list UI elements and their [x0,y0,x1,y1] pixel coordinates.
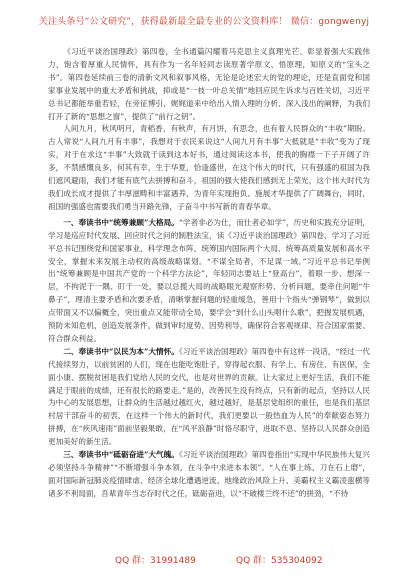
paragraph-autumn: 人间九月，秋风明月，青稻香，有秋声，有月饼，有思念，也有着人民群众的“丰收”期盼。古人常说“人间九月有丰事”，我想对于农民来说这“人间九月有丰事”大抵就是“丰收”变为了现实，对于在求这“丰事”大致就于读到这本好书，通过阅读这本书，使我的胸襟一下子开阔了许多，不禁感慨良多，何其有幸，生于华夏，恰逢盛世，在这个伟大的时代，只有强盛的祖国为我们遮风避雨，我们才能有底气去拼搏和奋斗，祖国的强大使我们感到无上荣光，这个伟大时代为我们成长成才提供了丰厚滋畴和丰富遇养，为青年实现抱负、施展才华提供了广阔舞台，同时，祖国的强盛也需要我们勇当开路先锋，子奋斗中书写新的青春华章。 [48,124,370,211]
section-2 [48,346,370,449]
footer-qq-group-1: QQ 群：31991489 [115,556,196,566]
section-1-text: “学者非必为仕，而仕者必如学”，历史和实践充分证明，学习是巡应时代发展、回应时代之问的制胜法宝，读《习近平谈治国理政》第四卷，学习了习近平总书记围绕党和国家事业、科学理念布阵，统筹国内国际两个大局、统筹高质量发展和高水平安全，掌握未来发展主动权的高级战略谋划。“不谋全局者，不足谋一域。”习近平总书记举例出“统筹兼顾是中国共产党的一个科学方法论”，年轻同志要站上“登高台”，着眼一步、想深一层，不拘泥于一隅、盯于一处，要以总揽大局的战略眼光观察形势、分析问题，要牵住问题“牛鼻子”，理清主要矛盾和次要矛盾，清晰掌握问题的轻重缓急，善用十个指头“弹钢琴”，做到以点带面又不以偏概全，突出重点又能带动全局，要学会“到什么山头唱什么歌”，把握发展机遇，预防未知危机，创造发展条件，做到审时度势、因势利导，确保符合客观规律、符合国家需要、符合群众利益。 [48,217,370,343]
header-banner [0,0,408,40]
footer-qq-group-2: QQ 群：535304092 [236,556,323,566]
section-3-heading: 三、奉读书中“砥砺奋进”大气魄。 [63,450,179,460]
section-1 [48,217,370,346]
section-1-heading: 一、奉读书中“统筹兼顾”大格局。 [63,217,179,227]
paragraph-intro: 《习近平谈治国理政》第四卷，全书通篇闪耀着马克思主义真理光芒、彰显着强大实践伟力，饱含着厚重人民情怀，具有作为一名年轻同志读原著学原文、悟原理，知原义的“宝头之书”。第四卷延续前三卷的清新文风和叙事风格，无论是论述宏大的党的理论，还是直面党和国家事业发展中的重大矛盾和挑战，抑或是“一枝一叶总关情”地回应民生诉求与百姓关切，习近平总书记都能举重若轻，在旁征博引、娓娓道来中给出入情入理的分析、深入浅出的阐释，为我们打开了新的“思想之窗”，提供了“前行之钥”。 [48,47,370,121]
section-3 [48,449,370,501]
section-2-heading: 二、奉读书中“以民为本”大情怀。 [63,346,179,356]
section-2-text: 《习近平谈治国理政》第四卷中有这样一段话，“经过一代代接续努力，以前贫困的人们，现在也能吃饱肚子，穿得起衣服、有学上、有房住、有医保，全面小康、摆脱贫困是我们党给人民的交代，也是对世界的贡献。让大家过上更好生活，我们不能满足于眼前的成绩，还有很长的路要走。”是的，改善民生没有终点，只有新的起点，坚持以人民为中心的发展思想，让群众的生活越过越红火，越过越好，是基层党组织的重任，也是我们基层村居干部奋斗的初衷，在这样一个伟大的新时代，我们更要以一般热血为人民”的奉献姿态努力拼搏，在“疾风速雨”面前坚毅果敢，在“风平浪静”时恪尽职守，进取不息、坚持以人民群众创造更加美好的新生活。 [48,346,370,447]
header-banner-text: 关注头条号“公文研究”，获得最新最全最专业的公文资料库！ 微信：gongwenyj [38,17,370,27]
document-body [48,46,370,536]
footer-banner [0,553,408,569]
section-3-text: 《习近平谈治国理政》第四卷指出“实现中华民族伟大复兴必须坚持斗争精神”“不断增强斗争本领，在斗争中求进本本领”。“人在事上练，刀在石上磨”，面对国际新冠肺炎疫情肆虐、经济全球化遭遇逆流、地缘政治风险上升、美霸权主义霸凌蛮横等诸多不利局面，吾辈青年当志存时代之任，砥砺奋进，以“不破楼兰终不还”的拼劲，“不待 [48,450,370,498]
